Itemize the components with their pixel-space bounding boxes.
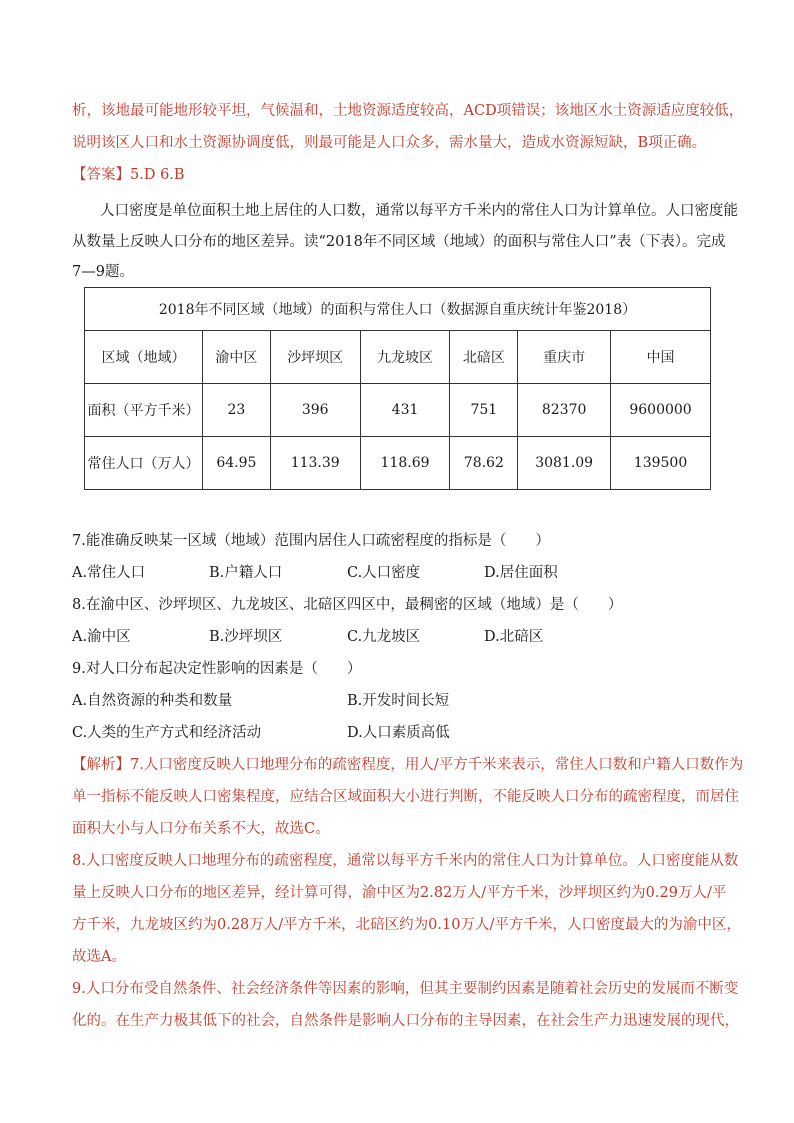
explanation-q9-line-2: 化的。在生产力极其低下的社会，自然条件是影响人口分布的主导因素，在社会生产力迅速发展的现代， — [72, 1013, 739, 1029]
table-header-cell: 渝中区 — [203, 331, 271, 384]
explanation-q7-line-3: 面积大小与人口分布关系不大，故选C。 — [72, 821, 330, 837]
intro-line-1: 人口密度是单位面积土地上居住的人口数，通常以每平方千米内的常住人口为计算单位。人口密度能 — [100, 203, 738, 219]
question-8-option-c: C.九龙坡区 — [347, 629, 421, 645]
question-9-option-a: A.自然资源的种类和数量 — [72, 693, 233, 709]
table-header-cell: 九龙坡区 — [360, 331, 450, 384]
explanation-q8-line-1: 8.人口密度反映人口地理分布的疏密程度，通常以每平方千米内的常住人口为计算单位。人口密度能从数 — [72, 853, 739, 869]
question-9-stem: 9.对人口分布起决定性影响的因素是（ ） — [72, 661, 362, 677]
analysis-continuation-line-1: 析，该地最可能地形较平坦，气候温和，土地资源适度较高，ACD项错误；该地区水土资源适应度较低， — [72, 103, 744, 119]
table-header-cell: 中国 — [611, 331, 711, 384]
question-8-option-b: B.沙坪坝区 — [209, 629, 283, 645]
table-header-cell: 重庆市 — [518, 331, 611, 384]
answer-text: 5.D 6.B — [130, 167, 185, 183]
table-header-row — [85, 331, 711, 384]
answer-bracket: 【答案】 — [72, 167, 130, 183]
question-7-option-d: D.居住面积 — [484, 565, 558, 581]
question-7-option-a: A.常住人口 — [72, 565, 146, 581]
intro-line-3: 7—9题。 — [72, 264, 134, 280]
explanation-bracket: 【解析】 — [72, 757, 130, 773]
question-9-option-b: B.开发时间长短 — [347, 693, 450, 709]
table-row — [85, 384, 711, 437]
explanation-q7-line-2: 单一指标不能反映人口密集程度，应结合区域面积大小进行判断，不能反映人口分布的疏密程度，而居住 — [72, 789, 739, 805]
table-row — [85, 437, 711, 490]
explanation-q8-line-2: 量上反映人口分布的地区差异，经计算可得，渝中区为2.82万人/平方千米，沙坪坝区约为0.29万人/平 — [72, 885, 727, 901]
question-8-option-d: D.北碚区 — [484, 629, 544, 645]
question-9-option-c: C.人类的生产方式和经济活动 — [72, 725, 262, 741]
question-8-option-a: A.渝中区 — [72, 629, 131, 645]
table-cell: 3081.09 — [518, 437, 611, 490]
table-header-cell: 沙坪坝区 — [270, 331, 360, 384]
explanation-q8-line-3: 方千米，九龙坡区约为0.28万人/平方千米，北碚区约为0.10万人/平方千米，人口密度最大的为渝中区， — [72, 917, 741, 933]
table-cell: 82370 — [518, 384, 611, 437]
question-7-option-c: C.人口密度 — [347, 565, 421, 581]
intro-line-2: 从数量上反映人口分布的地区差异。读“2018年不同区域（地域）的面积与常住人口”表（下表）。完成 — [72, 234, 726, 250]
table-header-cell: 区域（地域） — [85, 331, 203, 384]
table-cell: 113.39 — [270, 437, 360, 490]
explanation-q7-line-1 — [72, 754, 744, 776]
table-cell: 118.69 — [360, 437, 450, 490]
table-cell: 64.95 — [203, 437, 271, 490]
table-cell: 78.62 — [450, 437, 518, 490]
analysis-continuation-line-2: 说明该区人口和水土资源协调度低，则最可能是人口众多，需水量大，造成水资源短缺，B项正确。 — [72, 135, 707, 151]
population-table — [84, 287, 711, 490]
table-cell: 396 — [270, 384, 360, 437]
explanation-q9-line-1: 9.人口分布受自然条件、社会经济条件等因素的影响，但其主要制约因素是随着社会历史的发展而不断变 — [72, 981, 739, 997]
question-7-option-b: B.户籍人口 — [209, 565, 283, 581]
explanation-q8-line-4: 故选A。 — [72, 949, 126, 965]
table-cell: 139500 — [611, 437, 711, 490]
explanation-q7-text: 7.人口密度反映人口地理分布的疏密程度，用人/平方千米来表示，常住人口数和户籍人口数作为 — [130, 757, 744, 773]
answer-line — [72, 164, 732, 186]
table-cell: 9600000 — [611, 384, 711, 437]
table-cell: 常住人口（万人） — [85, 437, 203, 490]
table-cell: 面积（平方千米） — [85, 384, 203, 437]
table-caption: 2018年不同区域（地域）的面积与常住人口（数据源自重庆统计年鉴2018） — [85, 288, 711, 331]
table-cell: 23 — [203, 384, 271, 437]
table-cell: 751 — [450, 384, 518, 437]
table-caption-row — [85, 288, 711, 331]
table-header-cell: 北碚区 — [450, 331, 518, 384]
table-cell: 431 — [360, 384, 450, 437]
question-9-option-d: D.人口素质高低 — [347, 725, 450, 741]
question-8-stem: 8.在渝中区、沙坪坝区、九龙坡区、北碚区四区中，最稠密的区域（地域）是（ ） — [72, 597, 623, 613]
question-7-stem: 7.能准确反映某一区域（地域）范围内居住人口疏密程度的指标是（ ） — [72, 533, 550, 549]
